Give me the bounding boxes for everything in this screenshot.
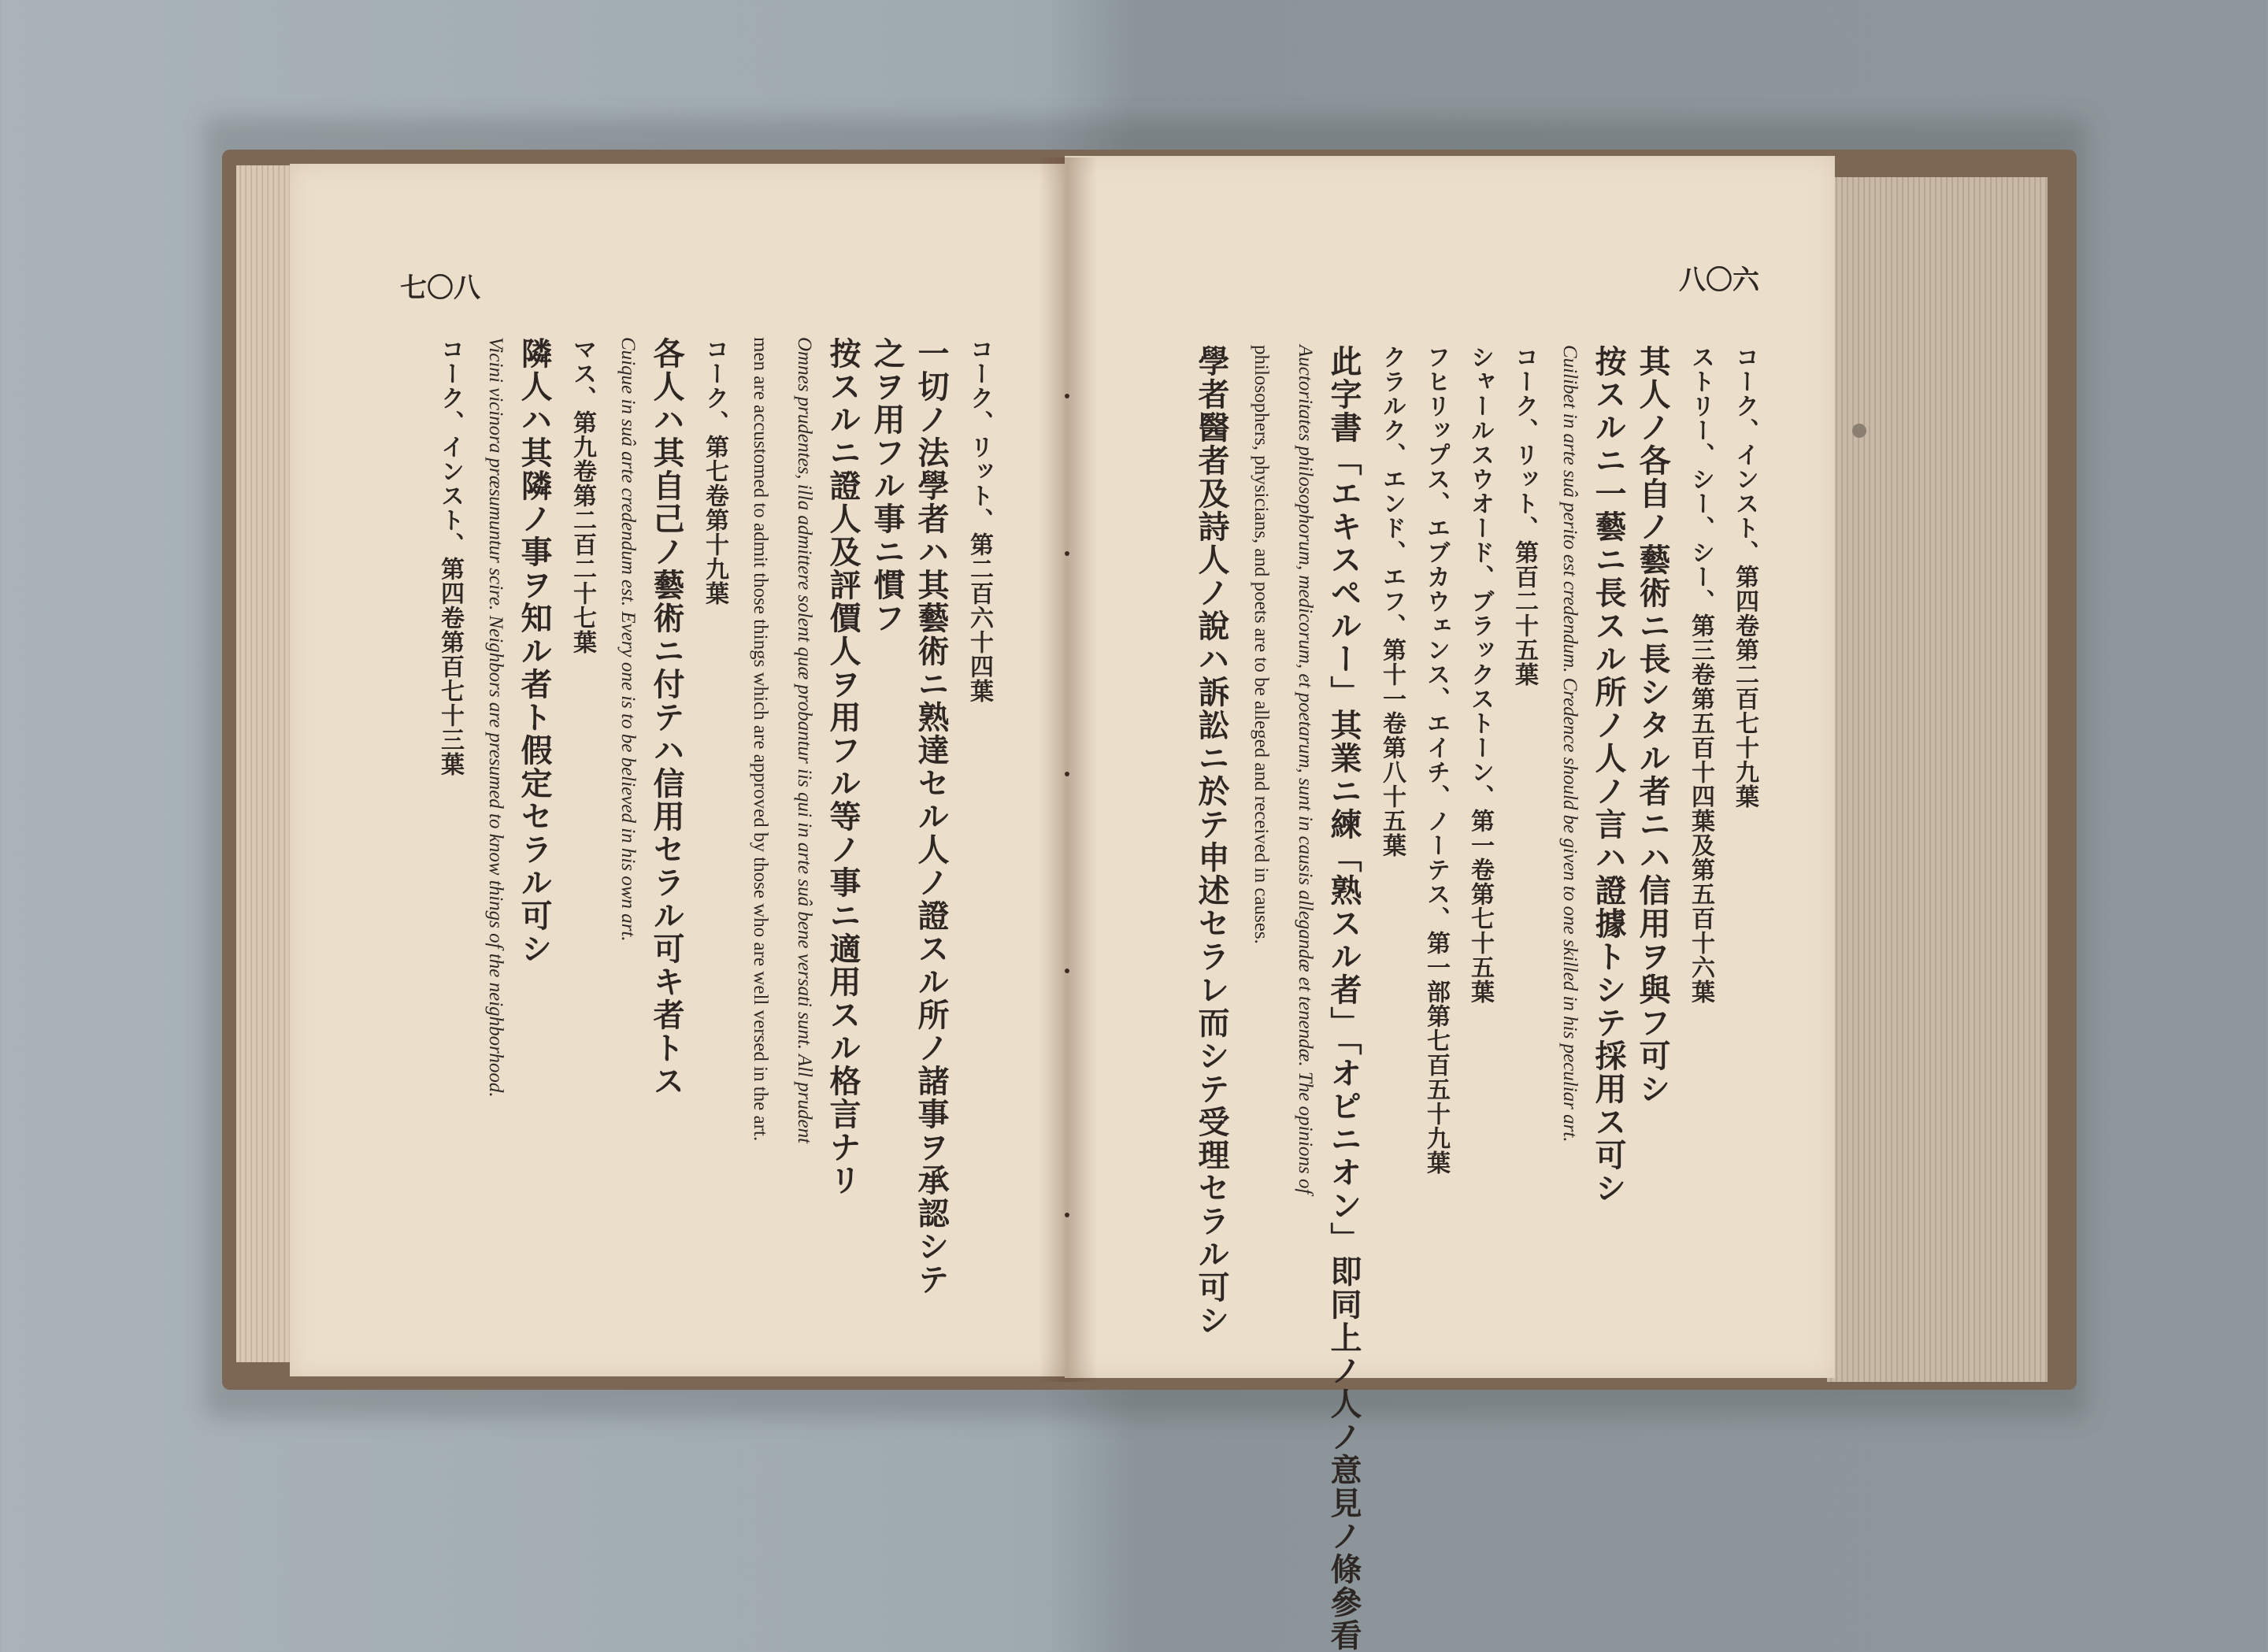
binding-stitch	[1065, 394, 1069, 398]
binding-stitch	[1065, 1213, 1069, 1217]
right-page-text-column: 其人ノ各自ノ藝術ニ長シタル者ニハ信用ヲ與フ可シ	[1634, 345, 1671, 1106]
left-page-text-column: 隣人ハ其隣ノ事ヲ知ル者ト假定セラル可シ	[516, 337, 553, 965]
left-page-text-column: マス、第九卷第二百二十七葉	[569, 337, 596, 654]
left-page-text-column: コーク、第七卷第十九葉	[701, 337, 728, 606]
left-page-text-column: Vicini vicinora præsumuntur scire. Neighbors are presumed to know things of the neighborhood.	[485, 337, 506, 1098]
binding-stitch	[1065, 772, 1069, 776]
right-page-text-column: philosophers, physicians, and poets are to be alleged and received in causes.	[1251, 345, 1272, 944]
left-page-text-column: 一切ノ法學者ハ其藝術ニ熟達セル人ノ證スル所ノ諸事ヲ承認シテ	[913, 337, 950, 1296]
right-page-text-column: コーク、リット、第百二十五葉	[1510, 345, 1538, 687]
left-page-text-column: men are accustomed to admit those things which are approved by those who are well versed in the art.	[750, 337, 771, 1142]
right-page-text-column: フヒリップス、エブカウェンス、エイチ、ノーテス、第一部第七百五十九葉	[1422, 345, 1450, 1175]
left-page-text-column: 之ヲ用フル事ニ慣フ	[869, 337, 906, 635]
left-page-text-column: コーク、インスト、第四卷第百七十三葉	[436, 337, 464, 776]
right-page-text-column: Cuilibet in arte suâ perito est credendum. Credence should be given to one skilled in his peculiar art.	[1559, 345, 1581, 1143]
left-page-text-column: コーク、リット、第二百六十四葉	[965, 337, 993, 703]
left-page-text-column: Omnes prudentes, illa admittere solent quæ probantur iis qui in arte suâ bene versati sunt. All prudent	[794, 337, 815, 1144]
binding-stitch	[1065, 969, 1069, 973]
left-page	[290, 164, 1069, 1376]
page-hole-mark	[1852, 424, 1866, 438]
right-page-text-column: 此字書「エキスペルー」其業ニ練「熟スル者」「オピニオン」即同上ノ人ノ意見ノ條參看	[1325, 345, 1362, 1652]
right-page-text-column: シャールスウオード、ブラックストーン、第一卷第七十五葉	[1466, 345, 1494, 1004]
right-page	[1065, 156, 1835, 1652]
right-page-number: 八〇六	[1679, 265, 1759, 296]
book-gutter	[1038, 157, 1098, 1382]
left-page-text-column: Cuique in suâ arte credendum est. Every one is to be believed in his own art.	[617, 337, 639, 942]
left-page-text-column: 各人ハ其自己ノ藝術ニ付テハ信用セラル可キ者トス	[648, 337, 685, 1098]
left-page-number: 七〇八	[400, 272, 480, 304]
right-page-text-column: 按スルニ一藝ニ長スル所ノ人ノ言ハ證據トシテ採用ス可シ	[1590, 345, 1627, 1205]
binding-stitch	[1065, 551, 1069, 556]
right-page-text-column: コーク、インスト、第四卷第二百七十九葉	[1731, 345, 1758, 809]
left-page-text-column: 按スルニ證人及評價人ヲ用フル等ノ事ニ適用スル格言ナリ	[825, 337, 862, 1197]
right-page-text-column: 學者醫者及詩人ノ說ハ訴訟ニ於テ申述セラレ而シテ受理セラル可シ	[1193, 345, 1230, 1337]
right-page-text-column: クラルク、エンド、エフ、第十一卷第八十五葉	[1378, 345, 1406, 857]
right-page-text-column: Auctoritates philosophorum, medicorum, et poetarum, sunt in causis allegandæ et tenendæ. The opinions of	[1295, 345, 1316, 1195]
right-page-text-column: ストリー、シー、シー、第三卷第五百十四葉及第五百十六葉	[1687, 345, 1714, 1004]
right-page-edges	[1827, 177, 2048, 1382]
